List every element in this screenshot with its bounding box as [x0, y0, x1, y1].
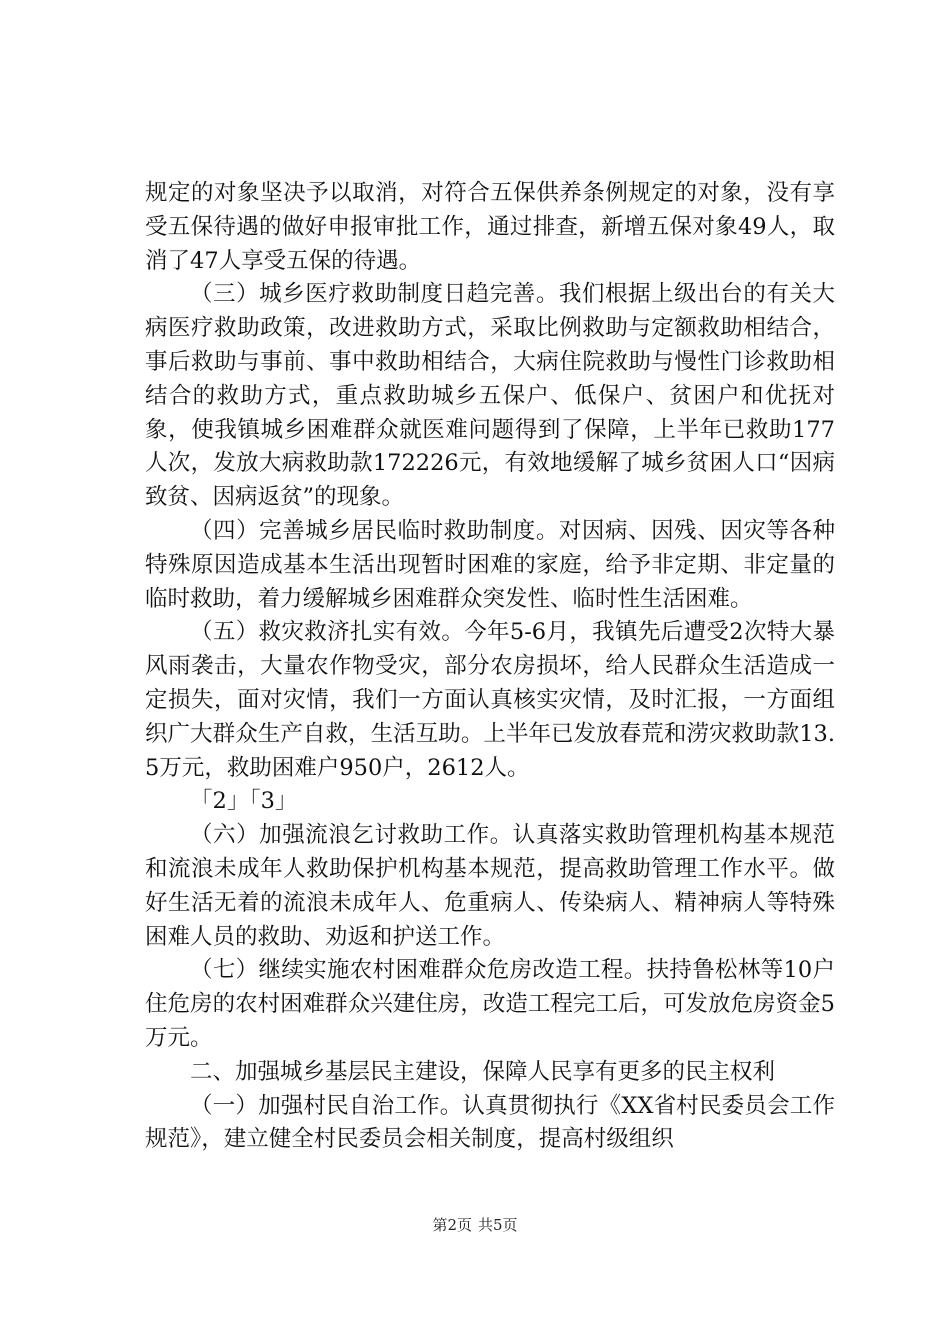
- paragraph-reference-marks: 「2」「3」: [190, 788, 298, 815]
- document-body: [145, 177, 835, 1157]
- paragraph-disaster-relief: （五）救灾救济扎实有效。今年5-6月，我镇先后遭受2次特大暴风雨袭击，大量农作物受灾，部分农房损坏，给人民群众生活造成一定损失，面对灾情，我们一方面认真核实灾情，及时汇报，一方面组织广大群众生产自救，生活互助。上半年已发放春荒和涝灾救助款13.5万元，救助困难户950户，2612人。: [145, 619, 835, 781]
- paragraph-continuation: 规定的对象坚决予以取消，对符合五保供养条例规定的对象，没有享受五保待遇的做好申报审批工作，通过排查，新增五保对象49人，取消了47人享受五保的待遇。: [145, 180, 835, 274]
- paragraph-temporary-aid: （四）完善城乡居民临时救助制度。对因病、因残、因灾等各种特殊原因造成基本生活出现暂时困难的家庭，给予非定期、非定量的临时救助，着力缓解城乡困难群众突发性、临时性生活困难。: [145, 517, 835, 612]
- page-footer: [0, 1215, 950, 1235]
- paragraph-vagrant-aid: （六）加强流浪乞讨救助工作。认真落实救助管理机构基本规范和流浪未成年人救助保护机构基本规范，提高救助管理工作水平。做好生活无着的流浪未成年人、危重病人、传染病人、精神病人等特殊困难人员的救助、劝返和护送工作。: [145, 822, 835, 950]
- paragraph-housing-renovation: （七）继续实施农村困难群众危房改造工程。扶持鲁松林等10户住危房的农村困难群众兴建住房，改造工程完工后，可发放危房资金5万元。: [145, 957, 835, 1051]
- section-heading-democracy: 二、加强城乡基层民主建设，保障人民享有更多的民主权利: [190, 1058, 776, 1085]
- paragraph-village-autonomy: （一）加强村民自治工作。认真贯彻执行《XX省村民委员会工作规范》，建立健全村民委员会相关制度，提高村级组织: [145, 1092, 835, 1153]
- page-number: 第2页: [432, 1216, 472, 1234]
- page-total: 共5页: [478, 1216, 518, 1234]
- paragraph-medical-aid: （三）城乡医疗救助制度日趋完善。我们根据上级出台的有关大病医疗救助政策，改进救助方式，采取比例救助与定额救助相结合，事后救助与事前、事中救助相结合，大病住院救助与慢性门诊救助相结合的救助方式，重点救助城乡五保户、低保户、贫困户和优抚对象，使我镇城乡困难群众就医难问题得到了保障，上半年已救助177人次，发放大病救助款172226元，有效地缓解了城乡贫困人口“因病致贫、因病返贫”的现象。: [145, 281, 835, 511]
